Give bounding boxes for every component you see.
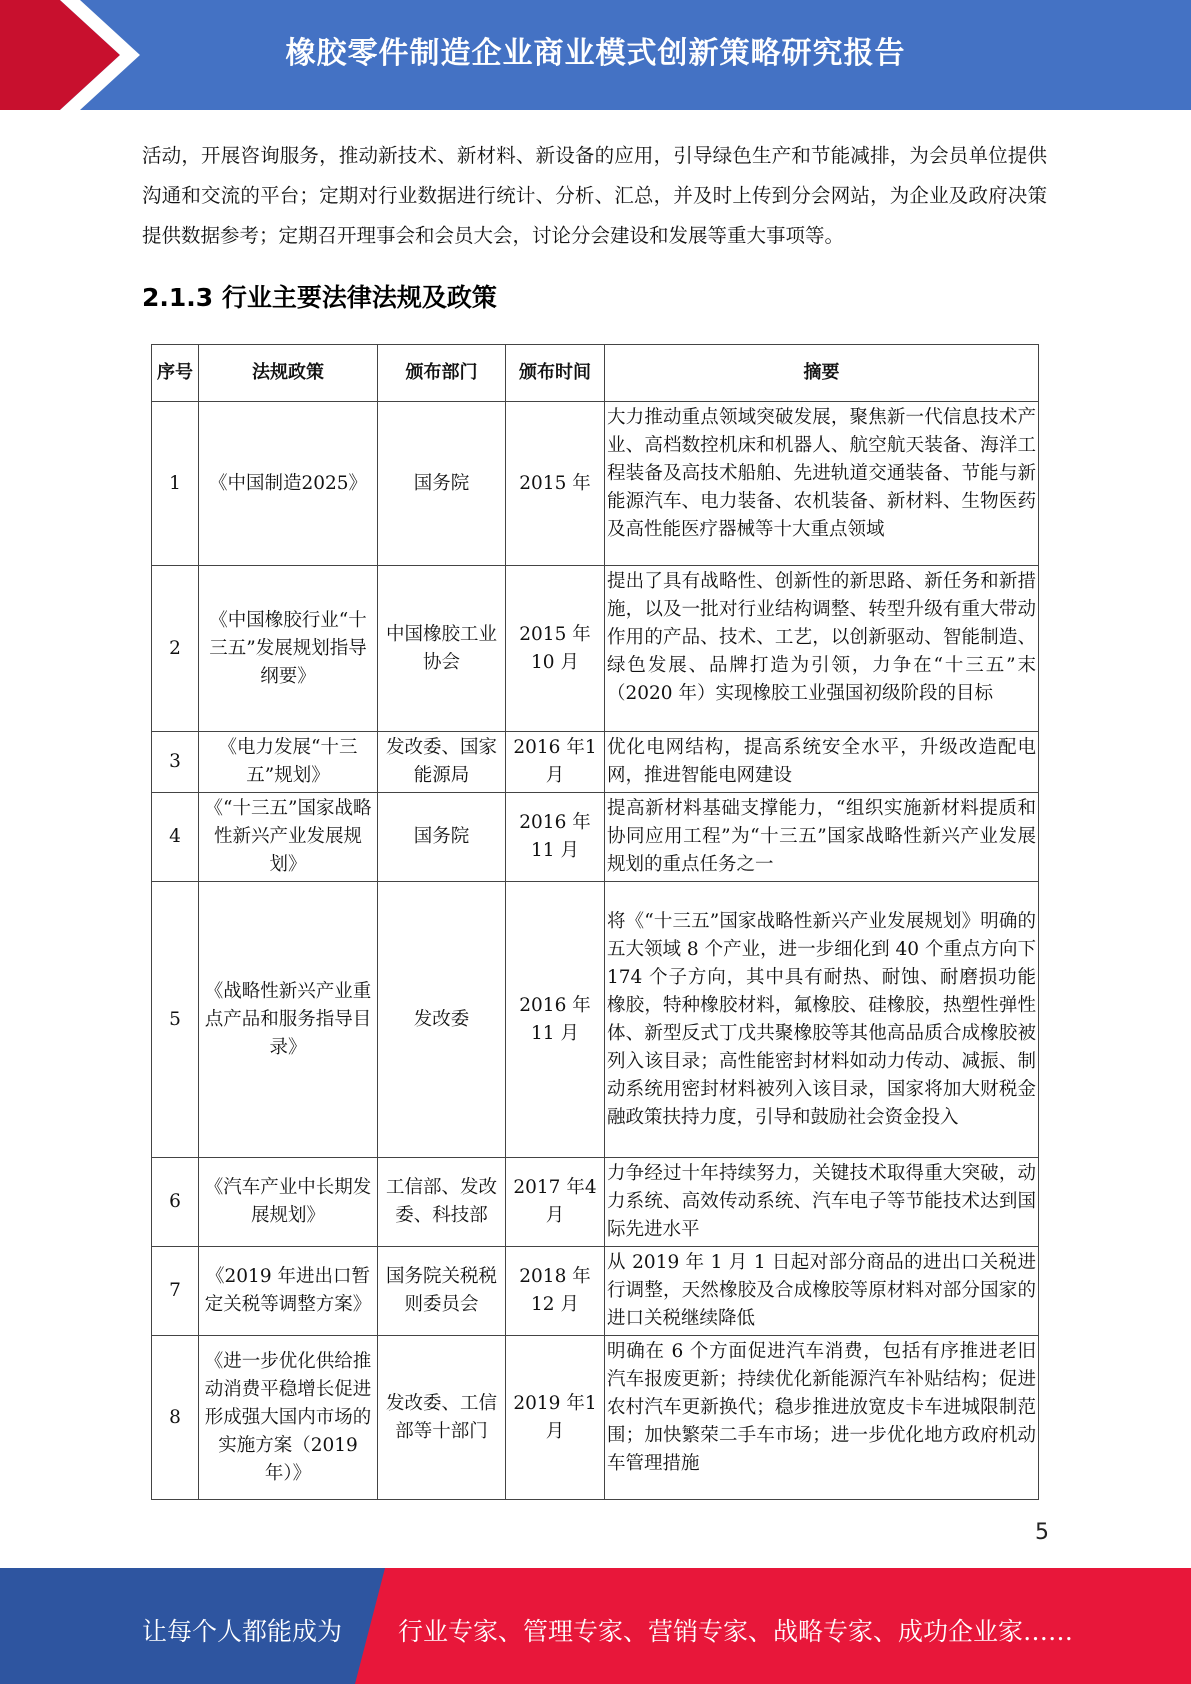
page-header <box>0 0 1191 110</box>
table-row <box>152 1247 1039 1336</box>
table-row <box>152 1158 1039 1247</box>
intro-paragraph: 活动，开展咨询服务，推动新技术、新材料、新设备的应用，引导绿色生产和节能减排，为会员单位提供沟通和交流的平台；定期对行业数据进行统计、分析、汇总，并及时上传到分会网站，为企业及政府决策提供数据参考；定期召开理事会和会员大会，讨论分会建设和发展等重大事项等。 <box>142 144 1047 247</box>
row-summary: 大力推动重点领域突破发展，聚焦新一代信息技术产业、高档数控机床和机器人、航空航天装备、海洋工程装备及高技术船舶、先进轨道交通装备、节能与新能源汽车、电力装备、农机装备、新材料、生物医药及高性能医疗器械等十大重点领域 <box>605 402 1039 566</box>
row-dept: 国务院 <box>378 793 506 882</box>
row-policy: 《“十三五”国家战略性新兴产业发展规划》 <box>199 793 378 882</box>
row-dept: 发改委、国家能源局 <box>378 732 506 793</box>
header-seq: 序号 <box>152 345 199 402</box>
row-seq: 5 <box>152 882 199 1158</box>
header-summary: 摘要 <box>605 345 1039 402</box>
row-summary: 明确在 6 个方面促进汽车消费，包括有序推进老旧汽车报废更新；持续优化新能源汽车补贴结构；促进农村汽车更新换代；稳步推进放宽皮卡车进城限制范围；加快繁荣二手车市场；进一步优化地方政府机动车管理措施 <box>605 1336 1039 1500</box>
row-summary: 将《“十三五”国家战略性新兴产业发展规划》明确的五大领域 8 个产业，进一步细化到 40 个重点方向下 174 个子方向，其中具有耐热、耐蚀、耐磨损功能橡胶，特种橡胶材料，氟橡胶、硅橡胶，热塑性弹性体、新型反式丁戊共聚橡胶等其他高品质合成橡胶被列入该目录；高性能密封材料如动力传动、减振、制动系统用密封材料被列入该目录，国家将加大财税金融政策扶持力度，引导和鼓励社会资金投入 <box>605 882 1039 1158</box>
row-dept: 国务院 <box>378 402 506 566</box>
header-dept: 颁布部门 <box>378 345 506 402</box>
row-policy: 《电力发展“十三五”规划》 <box>199 732 378 793</box>
row-time: 2015 年10 月 <box>506 566 605 732</box>
row-dept: 中国橡胶工业协会 <box>378 566 506 732</box>
row-time: 2018 年12 月 <box>506 1247 605 1336</box>
table-row <box>152 1336 1039 1500</box>
page-number: 5 <box>1035 1520 1049 1545</box>
row-time: 2017 年4 月 <box>506 1158 605 1247</box>
row-summary: 提出了具有战略性、创新性的新思路、新任务和新措施，以及一批对行业结构调整、转型升级有重大带动作用的产品、技术、工艺，以创新驱动、智能制造、绿色发展、品牌打造为引领，力争在“十三五”末（2020 年）实现橡胶工业强国初级阶段的目标 <box>605 566 1039 732</box>
header-time: 颁布时间 <box>506 345 605 402</box>
policy-table <box>151 344 1039 1500</box>
table-row <box>152 402 1039 566</box>
table-row <box>152 566 1039 732</box>
row-time: 2015 年 <box>506 402 605 566</box>
table-row <box>152 882 1039 1158</box>
row-policy: 《2019 年进出口暂定关税等调整方案》 <box>199 1247 378 1336</box>
row-time: 2016 年1 月 <box>506 732 605 793</box>
footer-left-text: 让每个人都能成为 <box>142 1617 343 1646</box>
row-seq: 6 <box>152 1158 199 1247</box>
header-title: 橡胶零件制造企业商业模式创新策略研究报告 <box>285 36 906 71</box>
row-summary: 力争经过十年持续努力，关键技术取得重大突破，动力系统、高效传动系统、汽车电子等节能技术达到国际先进水平 <box>605 1158 1039 1247</box>
row-seq: 1 <box>152 402 199 566</box>
row-dept: 发改委、工信部等十部门 <box>378 1336 506 1500</box>
row-seq: 3 <box>152 732 199 793</box>
row-seq: 7 <box>152 1247 199 1336</box>
row-dept: 工信部、发改委、科技部 <box>378 1158 506 1247</box>
row-policy: 《进一步优化供给推动消费平稳增长促进形成强大国内市场的实施方案（2019 年）》 <box>199 1336 378 1500</box>
row-summary: 优化电网结构，提高系统安全水平，升级改造配电网，推进智能电网建设 <box>605 732 1039 793</box>
row-seq: 8 <box>152 1336 199 1500</box>
row-seq: 2 <box>152 566 199 732</box>
row-policy: 《战略性新兴产业重点产品和服务指导目录》 <box>199 882 378 1158</box>
table-row <box>152 732 1039 793</box>
page-footer <box>0 1568 1191 1684</box>
header-policy: 法规政策 <box>199 345 378 402</box>
table-header-row <box>152 345 1039 402</box>
row-policy: 《汽车产业中长期发展规划》 <box>199 1158 378 1247</box>
footer-right-text: 行业专家、管理专家、营销专家、战略专家、成功企业家…… <box>398 1617 1074 1646</box>
row-policy: 《中国橡胶行业“十三五”发展规划指导纲要》 <box>199 566 378 732</box>
row-dept: 发改委 <box>378 882 506 1158</box>
row-seq: 4 <box>152 793 199 882</box>
row-time: 2016 年11 月 <box>506 882 605 1158</box>
row-summary: 从 2019 年 1 月 1 日起对部分商品的进出口关税进行调整，天然橡胶及合成橡胶等原材料对部分国家的进口关税继续降低 <box>605 1247 1039 1336</box>
section-title: 2.1.3 行业主要法律法规及政策 <box>142 283 497 312</box>
table-row <box>152 793 1039 882</box>
row-time: 2019 年1 月 <box>506 1336 605 1500</box>
row-policy: 《中国制造2025》 <box>199 402 378 566</box>
row-dept: 国务院关税税则委员会 <box>378 1247 506 1336</box>
row-time: 2016 年11 月 <box>506 793 605 882</box>
row-summary: 提高新材料基础支撑能力，“组织实施新材料提质和协同应用工程”为“十三五”国家战略性新兴产业发展规划的重点任务之一 <box>605 793 1039 882</box>
